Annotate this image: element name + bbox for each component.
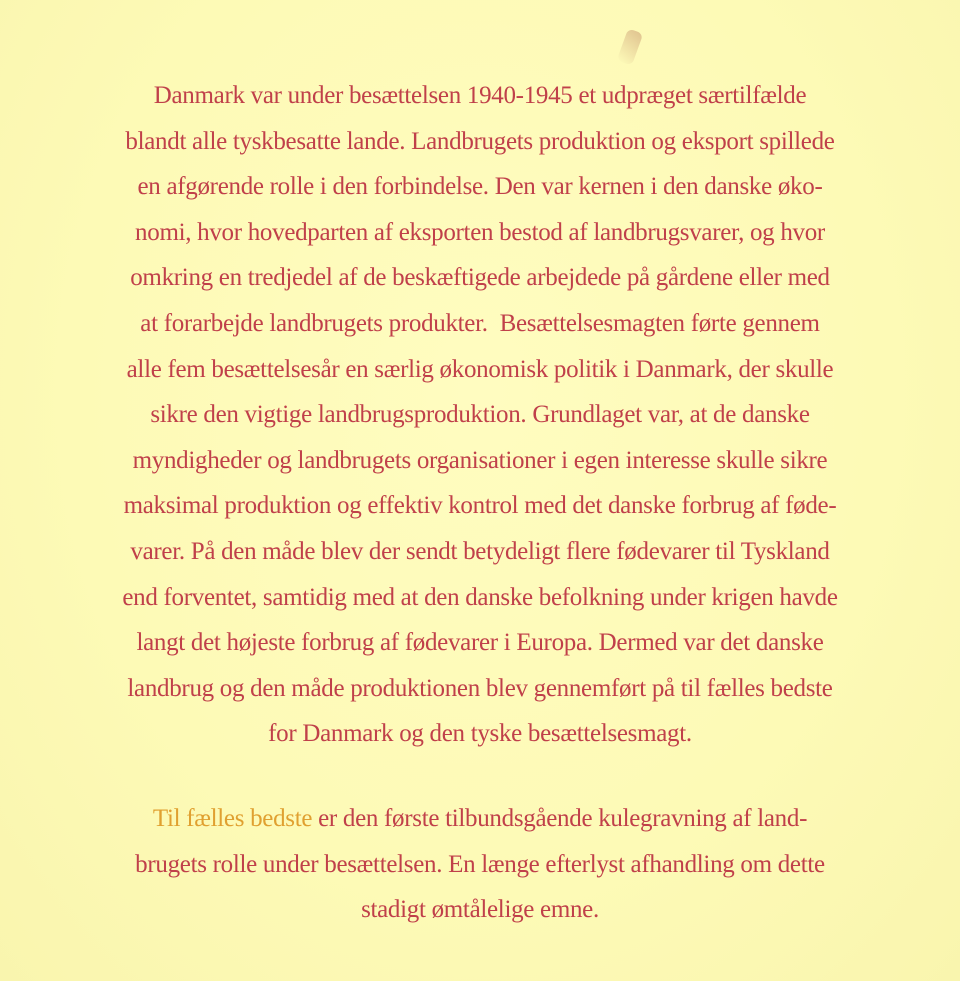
text-line: varer. På den måde blev der sendt betydeligt flere fødevarer til Tyskland: [130, 537, 830, 565]
text-line: [0, 796, 960, 842]
text-line: en afgørende rolle i den forbindelse. Den var kernen i den danske øko-: [137, 173, 823, 201]
text-line: end forventet, samtidig med at den danske befolkning under krigen havde: [122, 583, 838, 611]
book-title-highlight: Til fælles bedste: [152, 805, 313, 832]
text-line: for Danmark og den tyske besættelsesmagt.: [268, 720, 692, 748]
text-line: stadigt ømtålelige emne.: [361, 896, 599, 924]
text-line: sikre den vigtige landbrugsproduktion. Grundlaget var, at de danske: [150, 401, 810, 429]
paragraph-summary: [0, 796, 960, 933]
text-line: blandt alle tyskbesatte lande. Landbrugets produktion og eksport spillede: [125, 127, 835, 155]
text-line: Danmark var under besættelsen 1940-1945 et udpræget særtilfælde: [153, 82, 807, 109]
text-line: alle fem besættelsesår en særlig økonomisk politik i Danmark, der skulle: [126, 355, 834, 383]
text-fragment: er den første tilbundsgående kulegravning af land-: [312, 805, 808, 832]
text-line: nomi, hvor hovedparten af eksporten bestod af landbrugsvarer, og hvor: [135, 218, 825, 246]
text-line: omkring en tredjedel af de beskæftigede arbejdede på gårdene eller med: [130, 264, 830, 292]
text-line: at forarbejde landbrugets produkter. Besættelsesmagten førte gennem: [140, 309, 820, 337]
text-line: langt det højeste forbrug af fødevarer i Europa. Dermed var det danske: [136, 629, 824, 657]
ink-smudge-mark: [617, 28, 644, 65]
text-line: myndigheder og landbrugets organisationer i egen interesse skulle sikre: [132, 446, 828, 474]
text-line: maksimal produktion og effektiv kontrol med det danske forbrug af føde-: [123, 492, 837, 520]
text-line: landbrug og den måde produktionen blev gennemført på til fælles bedste: [127, 674, 833, 702]
text-line: brugets rolle under besættelsen. En længe efterlyst afhandling om dette: [135, 850, 825, 878]
paragraph-description: [0, 73, 960, 757]
